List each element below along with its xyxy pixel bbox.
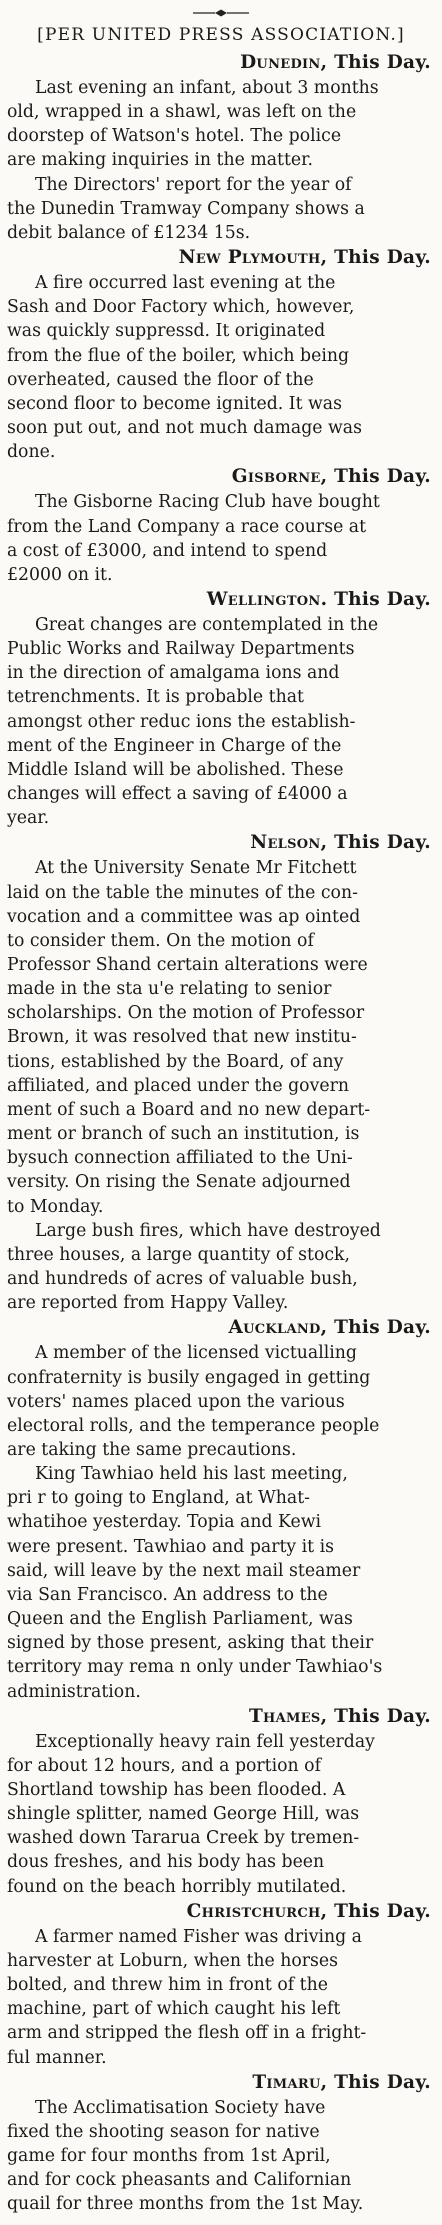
text-line: signed by those present, asking that their bbox=[7, 1633, 374, 1654]
text-line: and for cock pheasants and Californian bbox=[7, 2170, 352, 2191]
dateline-place: Wellington bbox=[206, 588, 321, 610]
text-line: At the University Senate Mr Fitchett bbox=[35, 858, 357, 879]
text-line: tetrenchments. It is probable that bbox=[7, 687, 304, 708]
text-line: debit balance of £1234 15s. bbox=[7, 222, 251, 243]
text-line: for about 12 hours, and a portion of bbox=[7, 1755, 321, 1776]
text-line: A farmer named Fisher was driving a bbox=[35, 1926, 362, 1947]
press-association-credit: [PER UNITED PRESS ASSOCIATION.] bbox=[37, 25, 405, 45]
text-line: ful manner. bbox=[7, 2047, 107, 2068]
text-line: ment or branch of such an institution, is bbox=[7, 1124, 360, 1145]
dateline-place: Gisborne bbox=[231, 466, 321, 488]
text-line: washed down Tararua Creek by tremen- bbox=[7, 1828, 360, 1849]
text-line: £2000 on it. bbox=[7, 564, 113, 585]
text-line: soon put out, and not much damage was bbox=[7, 418, 362, 439]
text-line: scholarships. On the motion of Professor bbox=[7, 1003, 365, 1024]
text-line: doorstep of Watson's hotel. The police bbox=[7, 126, 342, 147]
text-line: second floor to become ignited. It was bbox=[7, 393, 342, 414]
text-line: whatihoe yesterday. Topia and Kewi bbox=[7, 1512, 322, 1533]
dispatch-section bbox=[7, 464, 435, 587]
dispatch-dateline bbox=[7, 587, 435, 613]
dispatch-section bbox=[7, 1899, 435, 2070]
text-line: vocation and a committee was ap ointed bbox=[7, 906, 361, 927]
text-line: game for four months from 1st April, bbox=[7, 2146, 331, 2167]
dispatch-dateline bbox=[7, 50, 435, 76]
dispatch-paragraph bbox=[7, 490, 435, 587]
text-line: bysuch connection affiliated to the Uni- bbox=[7, 1148, 353, 1169]
text-line: affiliated, and placed under the govern bbox=[7, 1075, 349, 1096]
text-line: Queen and the English Parliament, was bbox=[7, 1609, 353, 1630]
dispatch-dateline bbox=[7, 2070, 435, 2096]
dateline-suffix: , This Day. bbox=[320, 832, 431, 854]
text-line: amongst other reduc ions the establish- bbox=[7, 711, 356, 732]
dateline-place: New Plymouth bbox=[178, 247, 321, 269]
text-line: electoral rolls, and the temperance people bbox=[7, 1415, 380, 1436]
text-line: laid on the table the minutes of the con- bbox=[7, 882, 358, 903]
dateline-place: Auckland bbox=[228, 1317, 321, 1339]
text-line: Last evening an infant, about 3 months bbox=[35, 78, 379, 98]
text-line: a cost of £3000, and intend to spend bbox=[7, 540, 328, 561]
dateline-suffix: . This Day. bbox=[320, 588, 431, 610]
dispatch-section bbox=[7, 1315, 435, 1703]
dispatch-paragraph bbox=[7, 1219, 435, 1316]
dispatch-dateline bbox=[7, 1315, 435, 1341]
text-line: are reported from Happy Valley. bbox=[7, 1293, 289, 1314]
text-line: versity. On rising the Senate adjourned bbox=[7, 1172, 351, 1193]
text-line: The Acclimatisation Society have bbox=[35, 2097, 326, 2118]
dateline-suffix: , This Day. bbox=[320, 1317, 431, 1339]
text-line: dous freshes, and his body has been bbox=[7, 1852, 325, 1873]
text-line: bolted, and threw him in front of the bbox=[7, 1975, 328, 1996]
text-line: via San Francisco. An address to the bbox=[7, 1584, 328, 1605]
text-line: Public Works and Railway Departments bbox=[7, 639, 355, 660]
text-line: arm and stripped the flesh off in a fright- bbox=[7, 2023, 367, 2044]
text-line: machine, part of which caught his left bbox=[7, 1999, 341, 2020]
dispatch-paragraph bbox=[7, 856, 435, 1218]
dateline-suffix: , This Day. bbox=[320, 2071, 431, 2093]
text-line: confraternity is busily engaged in getting bbox=[7, 1367, 371, 1388]
text-line: Middle Island will be abolished. These bbox=[7, 759, 344, 780]
text-line: tions, established by the Board, of any bbox=[7, 1051, 344, 1072]
text-line: King Tawhiao held his last meeting, bbox=[35, 1464, 348, 1485]
text-line: said, will leave by the next mail steamer bbox=[7, 1560, 361, 1581]
dateline-place: Dunedin bbox=[240, 52, 321, 73]
dateline-suffix: , This Day. bbox=[320, 466, 431, 488]
text-line: to consider them. On the motion of bbox=[7, 930, 314, 951]
text-line: was quickly suppressd. It originated bbox=[7, 321, 326, 342]
dispatch-section bbox=[7, 50, 435, 245]
dispatch-paragraph bbox=[7, 1925, 435, 2070]
text-line: harvester at Loburn, when the horses bbox=[7, 1950, 338, 1971]
text-line: changes will effect a saving of £4000 a bbox=[7, 784, 348, 805]
text-line: Great changes are contemplated in the bbox=[35, 614, 379, 635]
dateline-place: Timaru bbox=[252, 2071, 321, 2093]
text-line: old, wrapped in a shawl, was left on the bbox=[7, 102, 357, 123]
dispatch-dateline bbox=[7, 245, 435, 271]
dateline-suffix: , This Day. bbox=[320, 247, 431, 269]
text-line: The Directors' report for the year of bbox=[35, 174, 352, 195]
dispatch-paragraph bbox=[7, 173, 435, 245]
dispatch-list bbox=[7, 50, 435, 2217]
dateline-suffix: , This Day. bbox=[320, 1705, 431, 1727]
dispatch-paragraph bbox=[7, 76, 435, 173]
telegram-column bbox=[7, 4, 435, 2217]
dispatch-section bbox=[7, 830, 435, 1315]
dispatch-paragraph bbox=[7, 1341, 435, 1462]
text-line: were present. Tawhiao and party it is bbox=[7, 1536, 335, 1557]
text-line: the Dunedin Tramway Company shows a bbox=[7, 198, 365, 219]
text-line: made in the sta u'e relating to senior bbox=[7, 979, 332, 1000]
dateline-place: Thames bbox=[248, 1705, 321, 1727]
dispatch-paragraph bbox=[7, 2096, 435, 2217]
text-line: from the Land Company a race course at bbox=[7, 516, 367, 537]
text-line: quail for three months from the 1st May. bbox=[7, 2194, 364, 2215]
text-line: Exceptionally heavy rain fell yesterday bbox=[35, 1731, 375, 1752]
dateline-place: Nelson bbox=[250, 832, 321, 854]
text-line: fixed the shooting season for native bbox=[7, 2121, 320, 2142]
dispatch-paragraph bbox=[7, 271, 435, 464]
text-line: are making inquiries in the matter. bbox=[7, 150, 314, 171]
text-line: The Gisborne Racing Club have bought bbox=[35, 492, 380, 513]
text-line: territory may rema n only under Tawhiao's bbox=[7, 1657, 383, 1678]
dispatch-dateline bbox=[7, 464, 435, 490]
text-line: administration. bbox=[7, 1681, 141, 1702]
text-line: Professor Shand certain alterations were bbox=[7, 955, 368, 975]
separator-ornament bbox=[7, 4, 435, 22]
text-line: overheated, caused the floor of the bbox=[7, 369, 314, 390]
text-line: to Monday. bbox=[7, 1196, 104, 1217]
dispatch-section bbox=[7, 2070, 435, 2217]
text-line: are taking the same precautions. bbox=[7, 1439, 297, 1460]
text-line: ment of the Engineer in Charge of the bbox=[7, 735, 342, 756]
text-line: year. bbox=[7, 808, 50, 829]
text-line: three houses, a large quantity of stock, bbox=[7, 1244, 351, 1265]
dispatch-section bbox=[7, 245, 435, 464]
text-line: shingle splitter, named George Hill, was bbox=[7, 1804, 360, 1825]
text-line: Large bush fires, which have destroyed bbox=[35, 1220, 381, 1241]
text-line: and hundreds of acres of valuable bush, bbox=[7, 1269, 358, 1290]
text-line: found on the beach horribly mutilated. bbox=[7, 1876, 347, 1897]
text-line: pri r to going to England, at What- bbox=[7, 1488, 310, 1509]
text-line: voters' names placed upon the various bbox=[7, 1391, 345, 1412]
text-line: ment of such a Board and no new depart- bbox=[7, 1099, 371, 1120]
dateline-place: Christchurch bbox=[186, 1900, 321, 1922]
dateline-suffix: , This Day. bbox=[320, 1900, 431, 1922]
dispatch-dateline bbox=[7, 1704, 435, 1730]
dateline-suffix: , This Day. bbox=[320, 52, 431, 73]
text-line: done. bbox=[7, 442, 56, 463]
dispatch-section bbox=[7, 587, 435, 830]
dispatch-paragraph bbox=[7, 613, 435, 830]
text-line: A member of the licensed victualling bbox=[35, 1343, 357, 1364]
dispatch-section bbox=[7, 1704, 435, 1899]
dispatch-paragraph bbox=[7, 1730, 435, 1899]
text-line: Sash and Door Factory which, however, bbox=[7, 297, 355, 318]
dispatch-dateline bbox=[7, 1899, 435, 1925]
text-line: in the direction of amalgama ions and bbox=[7, 663, 340, 684]
text-line: A fire occurred last evening at the bbox=[35, 273, 336, 294]
dispatch-dateline bbox=[7, 830, 435, 856]
text-line: Brown, it was resolved that new institu- bbox=[7, 1027, 357, 1048]
text-line: from the flue of the boiler, which being bbox=[7, 345, 350, 366]
dispatch-paragraph bbox=[7, 1462, 435, 1704]
text-line: Shortland towship has been flooded. A bbox=[7, 1780, 346, 1800]
